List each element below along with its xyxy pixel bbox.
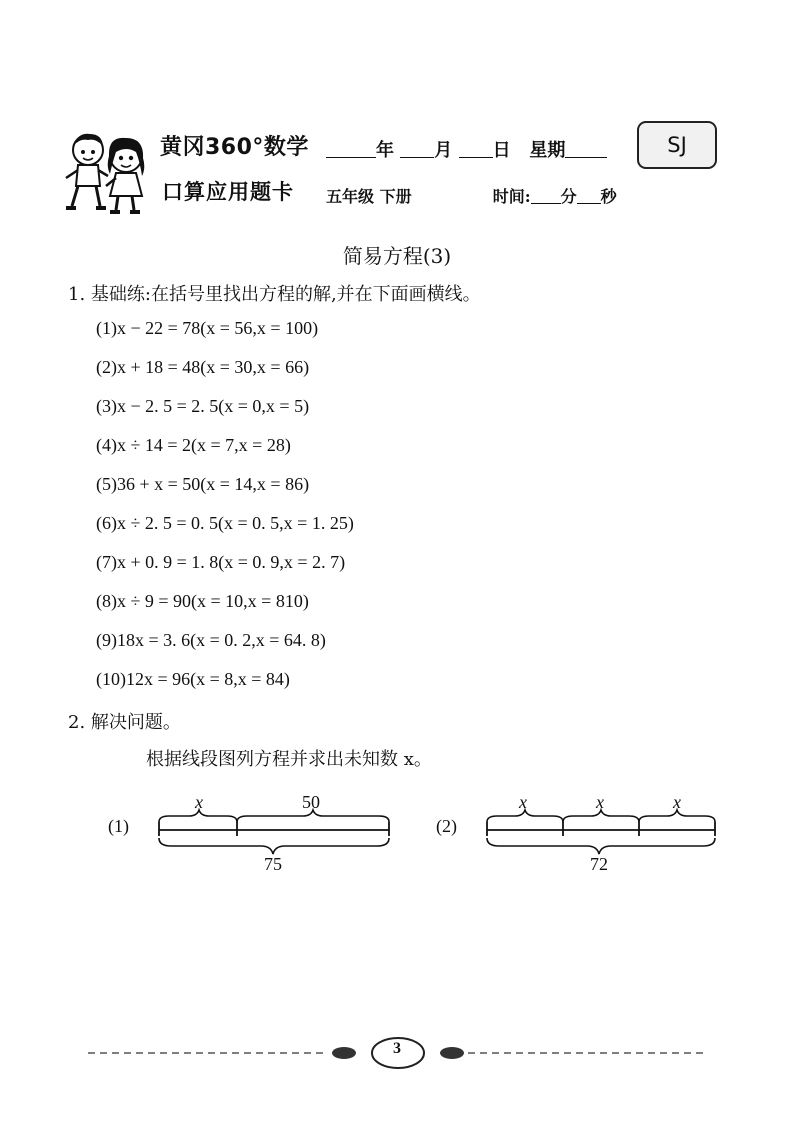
diagram-2-top-label: x [596,792,604,812]
month-blank[interactable] [400,141,434,158]
brand-subtitle: 口算应用题卡 [162,180,294,204]
minute-label: 分 [560,187,577,206]
diagram-2-top-label: x [519,792,527,812]
minute-blank[interactable] [531,187,561,204]
kids-mascot-illustration [60,126,160,216]
equation-item: (1)x − 22 = 78(x = 56,x = 100) [96,318,319,338]
equation-item: (6)x ÷ 2. 5 = 0. 5(x = 0. 5,x = 1. 25) [96,513,354,533]
second-label: 秒 [600,187,617,206]
diagram-1-label: (1) [108,816,129,836]
question-2-label: 2. 解决问题。 [68,712,181,733]
diagram-1-total: 75 [264,854,282,874]
diagram-1-top-label: x [195,792,203,812]
grade-label: 五年级 下册 [326,187,412,206]
day-label: 日 [492,140,511,161]
equation-item: (2)x + 18 = 48(x = 30,x = 66) [96,357,310,377]
diagram-2-top-label: x [673,792,681,812]
month-label: 月 [434,140,453,161]
year-blank[interactable] [326,141,376,158]
weekday-label: 星期 [529,140,566,161]
grade-time-row [326,184,617,207]
equation-item: (10)12x = 96(x = 8,x = 84) [96,669,290,689]
equation-item: (4)x ÷ 14 = 2(x = 7,x = 28) [96,435,291,455]
diagram-2-label: (2) [436,816,457,836]
diagram-2-total: 72 [590,854,608,874]
diagram-1-top-label: 50 [302,792,320,812]
time-label: 时间: [492,187,531,206]
diagram-1-segment [155,808,395,856]
date-fill-row [326,136,607,162]
edition-code-badge: SJ [637,121,717,169]
question-2-instruction: 根据线段图列方程并求出未知数 x。 [146,749,432,770]
lesson-title: 简易方程(3) [342,244,452,268]
diagram-2-segment [483,808,723,856]
day-blank[interactable] [459,141,493,158]
page-number: 3 [393,1040,401,1057]
equation-item: (5)36 + x = 50(x = 14,x = 86) [96,474,310,494]
equation-item: (9)18x = 3. 6(x = 0. 2,x = 64. 8) [96,630,326,650]
weekday-blank[interactable] [565,141,607,158]
equation-item: (3)x − 2. 5 = 2. 5(x = 0,x = 5) [96,396,310,416]
brand-title: 黄冈360°数学 [160,135,309,160]
equation-item: (7)x + 0. 9 = 1. 8(x = 0. 9,x = 2. 7) [96,552,346,572]
equation-item: (8)x ÷ 9 = 90(x = 10,x = 810) [96,591,309,611]
year-label: 年 [376,140,394,161]
question-1-label: 1. 基础练:在括号里找出方程的解,并在下面画横线。 [68,284,481,305]
second-blank[interactable] [577,187,601,204]
